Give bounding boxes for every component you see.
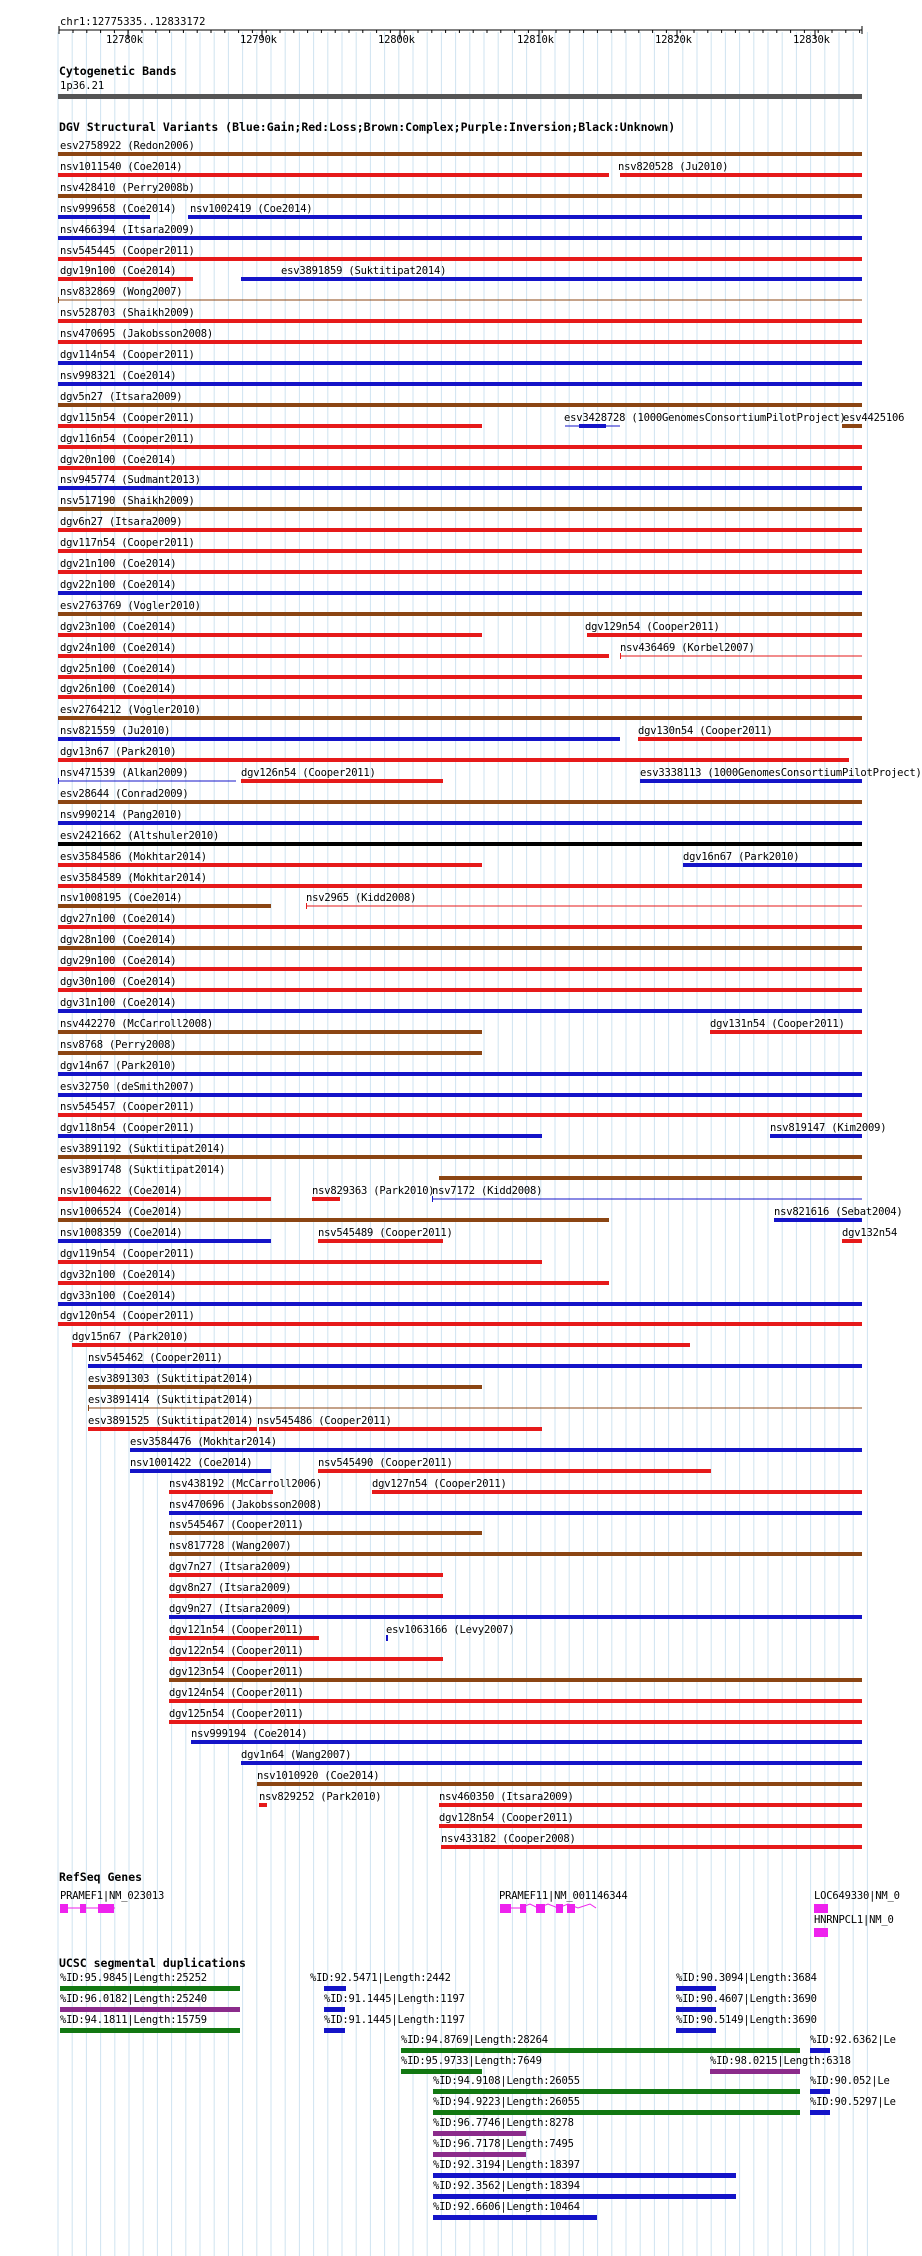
dgv-variant-bar <box>58 445 862 449</box>
dgv-variant-label: dgv9n27 (Itsara2009) <box>169 1603 292 1615</box>
dgv-variant-label: nsv545467 (Cooper2011) <box>169 1519 304 1531</box>
dgv-variant-label: nsv8768 (Perry2008) <box>60 1039 177 1051</box>
dgv-variant-label: nsv821616 (Sebat2004) <box>774 1206 903 1218</box>
dgv-variant-bar <box>58 549 862 553</box>
dgv-variant-label: dgv128n54 (Cooper2011) <box>439 1812 574 1824</box>
dgv-variant-label: nsv1008359 (Coe2014) <box>60 1227 183 1239</box>
segdup-bar <box>676 1986 716 1991</box>
segdup-label: %ID:95.9733|Length:7649 <box>401 2055 542 2067</box>
segdup-label: %ID:90.5149|Length:3690 <box>676 2014 817 2026</box>
segdup-bar <box>433 2089 800 2094</box>
dgv-variant-bar <box>640 779 862 783</box>
segdup-label: %ID:92.6606|Length:10464 <box>433 2201 580 2213</box>
dgv-variant-bar <box>169 1678 862 1682</box>
dgv-variant-bar <box>318 1469 711 1473</box>
dgv-variant-label: esv3338113 (1000GenomesConsortiumPilotProject) <box>640 767 922 779</box>
cytoband-ideogram <box>58 94 862 99</box>
dgv-variant-label: dgv15n67 (Park2010) <box>72 1331 189 1343</box>
gene-exon <box>98 1904 114 1913</box>
segdup-bar <box>710 2069 800 2074</box>
dgv-track-title: DGV Structural Variants (Blue:Gain;Red:Loss;Brown:Complex;Purple:Inversion;Black:Unknown) <box>59 120 676 134</box>
dgv-variant-bar <box>770 1134 862 1138</box>
dgv-variant-label: nsv821559 (Ju2010) <box>60 725 171 737</box>
dgv-variant-bar <box>58 1093 862 1097</box>
dgv-variant-bar <box>439 1803 862 1807</box>
segdup-bar <box>401 2048 800 2053</box>
dgv-variant-label: nsv528703 (Shaikh2009) <box>60 307 195 319</box>
dgv-variant-label: esv28644 (Conrad2009) <box>60 788 189 800</box>
dgv-variant-bar <box>58 695 862 699</box>
segdup-bar <box>433 2152 526 2157</box>
dgv-variant-label: esv3891414 (Suktitipat2014) <box>88 1394 254 1406</box>
cytoband-title: Cytogenetic Bands <box>59 64 177 78</box>
dgv-variant-label: nsv1011540 (Coe2014) <box>60 161 183 173</box>
dgv-variant-bar <box>58 716 862 720</box>
segdup-label: %ID:91.1445|Length:1197 <box>324 1993 465 2005</box>
dgv-variant-label: nsv470695 (Jakobsson2008) <box>60 328 214 340</box>
dgv-variant-bar <box>58 1281 609 1285</box>
dgv-variant-label: nsv470696 (Jakobsson2008) <box>169 1499 323 1511</box>
segdup-label: %ID:95.9845|Length:25252 <box>60 1972 207 1984</box>
dgv-variant-label: dgv117n54 (Cooper2011) <box>60 537 195 549</box>
dgv-variant-bar <box>169 1699 862 1703</box>
dgv-variant-label: dgv33n100 (Coe2014) <box>60 1290 177 1302</box>
dgv-variant-label: dgv119n54 (Cooper2011) <box>60 1248 195 1260</box>
gene-exon <box>814 1928 828 1937</box>
dgv-variant-label: esv3428728 (1000GenomesConsortiumPilotProject) <box>564 412 846 424</box>
dgv-variant-bar <box>58 361 862 365</box>
dgv-variant-bar <box>58 612 862 616</box>
dgv-variant-bar <box>710 1030 862 1034</box>
gene-exon <box>536 1904 545 1913</box>
dgv-variant-bar <box>58 1134 542 1138</box>
dgv-variant-label: nsv471539 (Alkan2009) <box>60 767 189 779</box>
dgv-variant-label: esv3891192 (Suktitipat2014) <box>60 1143 226 1155</box>
dgv-variant-bar <box>58 863 482 867</box>
dgv-variant-bar <box>58 675 862 679</box>
dgv-variant-bar <box>58 1239 271 1243</box>
dgv-variant-bar <box>58 215 150 219</box>
dgv-variant-bar <box>58 654 609 658</box>
dgv-variant-bar <box>169 1720 862 1724</box>
dgv-variant-bar <box>58 194 862 198</box>
dgv-variant-label: dgv31n100 (Coe2014) <box>60 997 177 1009</box>
segdup-bar <box>433 2173 736 2178</box>
dgv-variant-bar <box>386 1635 388 1641</box>
dgv-variant-bar <box>58 821 862 825</box>
dgv-variant-bar <box>169 1490 273 1494</box>
dgv-variant-label: nsv545489 (Cooper2011) <box>318 1227 453 1239</box>
dgv-variant-bar <box>58 800 862 804</box>
segdup-bar <box>676 2007 716 2012</box>
dgv-variant-label: dgv27n100 (Coe2014) <box>60 913 177 925</box>
segdup-label: %ID:90.052|Le <box>810 2075 890 2087</box>
segdup-bar <box>324 1986 346 1991</box>
dgv-variant-label: nsv545462 (Cooper2011) <box>88 1352 223 1364</box>
dgv-variant-label: esv3584476 (Mokhtar2014) <box>130 1436 277 1448</box>
dgv-variant-bar <box>169 1594 443 1598</box>
dgv-variant-label: nsv817728 (Wang2007) <box>169 1540 292 1552</box>
dgv-variant-bar <box>58 507 862 511</box>
segdup-label: %ID:92.3194|Length:18397 <box>433 2159 580 2171</box>
segdup-bar <box>676 2028 716 2033</box>
gene-label: LOC649330|NM_0 <box>814 1890 900 1902</box>
dgv-variant-bar <box>58 277 193 281</box>
segdup-label: %ID:98.0215|Length:6318 <box>710 2055 851 2067</box>
dgv-variant-label: dgv1n64 (Wang2007) <box>241 1749 352 1761</box>
dgv-variant-label: nsv442270 (McCarroll2008) <box>60 1018 214 1030</box>
dgv-variant-bar <box>58 925 862 929</box>
dgv-variant-label: dgv30n100 (Coe2014) <box>60 976 177 988</box>
dgv-variant-bar <box>169 1657 443 1661</box>
dgv-variant-label: esv3584586 (Mokhtar2014) <box>60 851 207 863</box>
dgv-variant-label: dgv21n100 (Coe2014) <box>60 558 177 570</box>
dgv-variant-bar <box>58 737 620 741</box>
segdup-bar <box>810 2048 830 2053</box>
ruler-tick-label: 12830k <box>793 34 830 46</box>
dgv-variant-label: dgv22n100 (Coe2014) <box>60 579 177 591</box>
segdup-label: %ID:90.3094|Length:3684 <box>676 1972 817 1984</box>
dgv-variant-label: nsv820528 (Ju2010) <box>618 161 729 173</box>
segdup-track-title: UCSC segmental duplications <box>59 1956 246 1970</box>
dgv-variant-bar <box>58 173 609 177</box>
dgv-variant-label: nsv1001422 (Coe2014) <box>130 1457 253 1469</box>
dgv-variant-bar <box>58 257 862 261</box>
dgv-variant-bar <box>58 1009 862 1013</box>
segdup-label: %ID:90.5297|Le <box>810 2096 896 2108</box>
dgv-variant-label: nsv438192 (McCarroll2006) <box>169 1478 323 1490</box>
dgv-variant-bar <box>58 1322 862 1326</box>
dgv-variant-label: nsv428410 (Perry2008b) <box>60 182 195 194</box>
dgv-variant-bar <box>58 319 862 323</box>
dgv-variant-label: dgv126n54 (Cooper2011) <box>241 767 376 779</box>
dgv-variant-label: dgv6n27 (Itsara2009) <box>60 516 183 528</box>
dgv-variant-bar <box>842 424 862 428</box>
dgv-variant-label: nsv7172 (Kidd2008) <box>432 1185 543 1197</box>
dgv-variant-bar <box>58 633 482 637</box>
dgv-variant-bar <box>130 1469 271 1473</box>
segdup-bar <box>60 2028 240 2033</box>
dgv-variant-label: esv3891525 (Suktitipat2014) <box>88 1415 254 1427</box>
dgv-variant-bar <box>620 173 862 177</box>
dgv-variant-label: nsv1008195 (Coe2014) <box>60 892 183 904</box>
dgv-variant-label: dgv132n54 <box>842 1227 898 1239</box>
dgv-variant-bar <box>774 1218 862 1222</box>
dgv-variant-label: dgv123n54 (Cooper2011) <box>169 1666 304 1678</box>
dgv-variant-label: esv32750 (deSmith2007) <box>60 1081 195 1093</box>
segdup-label: %ID:92.3562|Length:18394 <box>433 2180 580 2192</box>
dgv-variant-label: dgv16n67 (Park2010) <box>683 851 800 863</box>
dgv-variant-label: nsv517190 (Shaikh2009) <box>60 495 195 507</box>
gene-exon <box>500 1904 511 1913</box>
segdup-bar <box>433 2194 736 2199</box>
dgv-variant-label: nsv999194 (Coe2014) <box>191 1728 308 1740</box>
dgv-variant-bar <box>58 1113 862 1117</box>
dgv-variant-label: nsv819147 (Kim2009) <box>770 1122 887 1134</box>
dgv-variant-label: nsv436469 (Korbel2007) <box>620 642 755 654</box>
dgv-variant-label: esv3891859 (Suktitipat2014) <box>281 265 447 277</box>
dgv-variant-bar <box>169 1511 862 1515</box>
dgv-variant-label: dgv32n100 (Coe2014) <box>60 1269 177 1281</box>
dgv-variant-label: dgv19n100 (Coe2014) <box>60 265 177 277</box>
dgv-variant-label: dgv127n54 (Cooper2011) <box>372 1478 507 1490</box>
gene-intron-line <box>502 1904 596 1908</box>
dgv-variant-bar <box>58 591 862 595</box>
dgv-variant-label: nsv829363 (Park2010) <box>312 1185 435 1197</box>
dgv-variant-label: nsv998321 (Coe2014) <box>60 370 177 382</box>
dgv-variant-bar <box>439 1176 862 1180</box>
dgv-variant-bar <box>318 1239 443 1243</box>
dgv-variant-label: nsv1002419 (Coe2014) <box>190 203 313 215</box>
gene-exon <box>60 1904 68 1913</box>
ruler-tick-label: 12790k <box>240 34 277 46</box>
dgv-variant-bar <box>169 1615 862 1619</box>
segdup-bar <box>433 2110 800 2115</box>
dgv-variant-label: nsv2965 (Kidd2008) <box>306 892 417 904</box>
dgv-variant-label: esv3891748 (Suktitipat2014) <box>60 1164 226 1176</box>
dgv-variant-bar <box>58 528 862 532</box>
dgv-variant-label: dgv20n100 (Coe2014) <box>60 454 177 466</box>
dgv-variant-label: dgv25n100 (Coe2014) <box>60 663 177 675</box>
dgv-variant-label: dgv13n67 (Park2010) <box>60 746 177 758</box>
dgv-variant-label: dgv8n27 (Itsara2009) <box>169 1582 292 1594</box>
dgv-variant-label: esv2758922 (Redon2006) <box>60 140 195 152</box>
dgv-variant-bar <box>58 904 271 908</box>
dgv-variant-bar <box>683 863 862 867</box>
dgv-variant-label: dgv120n54 (Cooper2011) <box>60 1310 195 1322</box>
dgv-variant-label: dgv118n54 (Cooper2011) <box>60 1122 195 1134</box>
dgv-variant-label: esv3891303 (Suktitipat2014) <box>88 1373 254 1385</box>
dgv-variant-bar <box>58 340 862 344</box>
dgv-variant-label: nsv1006524 (Coe2014) <box>60 1206 183 1218</box>
ruler-tick-label: 12800k <box>378 34 415 46</box>
dgv-variant-label: esv2764212 (Vogler2010) <box>60 704 201 716</box>
segdup-label: %ID:92.6362|Le <box>810 2034 896 2046</box>
dgv-variant-label: esv4425106 <box>843 412 905 424</box>
dgv-variant-label: nsv433182 (Cooper2008) <box>441 1833 576 1845</box>
dgv-variant-bar <box>312 1197 340 1201</box>
dgv-variant-label: dgv114n54 (Cooper2011) <box>60 349 195 361</box>
dgv-variant-label: dgv7n27 (Itsara2009) <box>169 1561 292 1573</box>
dgv-variant-label: nsv545490 (Cooper2011) <box>318 1457 453 1469</box>
ruler-tick-label: 12780k <box>106 34 143 46</box>
segdup-label: %ID:94.1811|Length:15759 <box>60 2014 207 2026</box>
dgv-variant-bar <box>241 277 862 281</box>
dgv-variant-bar <box>372 1490 862 1494</box>
dgv-variant-label: dgv24n100 (Coe2014) <box>60 642 177 654</box>
gene-label: HNRNPCL1|NM_0 <box>814 1914 894 1926</box>
dgv-variant-bar <box>58 1051 482 1055</box>
segdup-label: %ID:96.7178|Length:7495 <box>433 2138 574 2150</box>
dgv-variant-label: nsv999658 (Coe2014) <box>60 203 177 215</box>
dgv-variant-bar <box>58 236 862 240</box>
dgv-variant-bar <box>58 988 862 992</box>
ruler-tick-label: 12810k <box>517 34 554 46</box>
dgv-variant-label: dgv125n54 (Cooper2011) <box>169 1708 304 1720</box>
dgv-variant-bar <box>58 1030 482 1034</box>
segdup-label: %ID:94.8769|Length:28264 <box>401 2034 548 2046</box>
dgv-variant-bar <box>257 1782 862 1786</box>
dgv-variant-bar <box>259 1803 267 1807</box>
dgv-variant-bar <box>88 1385 482 1389</box>
dgv-variant-label: dgv28n100 (Coe2014) <box>60 934 177 946</box>
dgv-variant-bar <box>58 1218 609 1222</box>
segdup-bar <box>60 1986 240 1991</box>
dgv-variant-label: dgv124n54 (Cooper2011) <box>169 1687 304 1699</box>
dgv-variant-bar <box>88 1364 862 1368</box>
segdup-label: %ID:92.5471|Length:2442 <box>310 1972 451 1984</box>
dgv-variant-label: esv3584589 (Mokhtar2014) <box>60 872 207 884</box>
segdup-label: %ID:91.1445|Length:1197 <box>324 2014 465 2026</box>
segdup-bar <box>433 2131 526 2136</box>
dgv-variant-bar <box>72 1343 690 1347</box>
dgv-variant-bar <box>58 466 862 470</box>
segdup-bar <box>401 2069 482 2074</box>
dgv-variant-label: dgv29n100 (Coe2014) <box>60 955 177 967</box>
dgv-variant-label: nsv545445 (Cooper2011) <box>60 245 195 257</box>
dgv-variant-bar <box>842 1239 862 1243</box>
cytoband-name: 1p36.21 <box>60 80 105 92</box>
dgv-variant-bar <box>169 1531 482 1535</box>
dgv-variant-bar <box>58 424 482 428</box>
gene-exon <box>567 1904 575 1913</box>
segdup-bar <box>60 2007 240 2012</box>
dgv-variant-bar <box>58 1155 862 1159</box>
dgv-variant-bar <box>188 215 862 219</box>
dgv-variant-label: nsv545486 (Cooper2011) <box>257 1415 392 1427</box>
segdup-bar <box>324 2028 345 2033</box>
segdup-label: %ID:96.7746|Length:8278 <box>433 2117 574 2129</box>
dgv-variant-bar <box>58 1260 542 1264</box>
dgv-variant-bar <box>638 737 862 741</box>
dgv-variant-bar <box>58 486 862 490</box>
segdup-label: %ID:90.4607|Length:3690 <box>676 1993 817 2005</box>
dgv-variant-bar <box>130 1448 862 1452</box>
gene-label: PRAMEF1|NM_023013 <box>60 1890 165 1902</box>
dgv-variant-label: esv1063166 (Levy2007) <box>386 1624 515 1636</box>
dgv-variant-bar <box>169 1552 862 1556</box>
dgv-variant-bar <box>169 1636 319 1640</box>
dgv-variant-label: dgv122n54 (Cooper2011) <box>169 1645 304 1657</box>
dgv-variant-label: dgv121n54 (Cooper2011) <box>169 1624 304 1636</box>
dgv-variant-bar <box>241 779 443 783</box>
refseq-track-title: RefSeq Genes <box>59 1870 143 1884</box>
dgv-variant-bar <box>441 1845 862 1849</box>
dgv-variant-bar <box>439 1824 862 1828</box>
segdup-bar <box>324 2007 345 2012</box>
dgv-variant-bar <box>259 1427 542 1431</box>
gene-exon <box>556 1904 563 1913</box>
gene-exon <box>520 1904 526 1913</box>
dgv-variant-bar <box>587 633 862 637</box>
dgv-variant-label: nsv1010920 (Coe2014) <box>257 1770 380 1782</box>
dgv-variant-bar <box>191 1740 862 1744</box>
segdup-label: %ID:94.9108|Length:26055 <box>433 2075 580 2087</box>
dgv-variant-label: dgv115n54 (Cooper2011) <box>60 412 195 424</box>
dgv-variant-bar <box>58 758 849 762</box>
dgv-variant-bar <box>58 946 862 950</box>
segdup-bar <box>810 2110 830 2115</box>
dgv-variant-label: nsv990214 (Pang2010) <box>60 809 183 821</box>
dgv-variant-bar <box>241 1761 862 1765</box>
locus-label: chr1:12775335..12833172 <box>60 16 206 28</box>
dgv-variant-bar <box>58 1072 862 1076</box>
dgv-variant-label: nsv945774 (Sudmant2013) <box>60 474 201 486</box>
dgv-variant-bar <box>58 842 862 846</box>
dgv-variant-label: dgv5n27 (Itsara2009) <box>60 391 183 403</box>
dgv-variant-label: dgv130n54 (Cooper2011) <box>638 725 773 737</box>
dgv-variant-label: esv2763769 (Vogler2010) <box>60 600 201 612</box>
segdup-label: %ID:94.9223|Length:26055 <box>433 2096 580 2108</box>
dgv-variant-label: dgv129n54 (Cooper2011) <box>585 621 720 633</box>
dgv-variant-label: dgv116n54 (Cooper2011) <box>60 433 195 445</box>
dgv-variant-bar <box>58 884 862 888</box>
dgv-variant-label: nsv829252 (Park2010) <box>259 1791 382 1803</box>
dgv-variant-bar <box>169 1573 443 1577</box>
dgv-variant-label: dgv131n54 (Cooper2011) <box>710 1018 845 1030</box>
dgv-variant-bar <box>58 382 862 386</box>
dgv-variant-label: esv2421662 (Altshuler2010) <box>60 830 220 842</box>
dgv-variant-bar <box>58 967 862 971</box>
gene-label: PRAMEF11|NM_001146344 <box>499 1890 628 1902</box>
segdup-label: %ID:96.0182|Length:25240 <box>60 1993 207 2005</box>
dgv-variant-label: nsv545457 (Cooper2011) <box>60 1101 195 1113</box>
dgv-variant-label: nsv832869 (Wong2007) <box>60 286 183 298</box>
dgv-variant-bar <box>579 424 606 428</box>
dgv-variant-label: dgv26n100 (Coe2014) <box>60 683 177 695</box>
dgv-variant-label: dgv14n67 (Park2010) <box>60 1060 177 1072</box>
dgv-variant-label: dgv23n100 (Coe2014) <box>60 621 177 633</box>
dgv-variant-label: nsv1004622 (Coe2014) <box>60 1185 183 1197</box>
segdup-bar <box>433 2215 597 2220</box>
dgv-variant-label: nsv466394 (Itsara2009) <box>60 224 195 236</box>
dgv-variant-bar <box>88 1427 257 1431</box>
dgv-variant-bar <box>58 403 862 407</box>
ruler-tick-label: 12820k <box>655 34 692 46</box>
gene-exon <box>80 1904 86 1913</box>
dgv-variant-bar <box>58 570 862 574</box>
gene-exon <box>814 1904 828 1913</box>
segdup-bar <box>810 2089 830 2094</box>
dgv-variant-bar <box>58 152 862 156</box>
dgv-variant-bar <box>58 1197 271 1201</box>
dgv-variant-bar <box>58 1302 862 1306</box>
dgv-variant-label: nsv460350 (Itsara2009) <box>439 1791 574 1803</box>
